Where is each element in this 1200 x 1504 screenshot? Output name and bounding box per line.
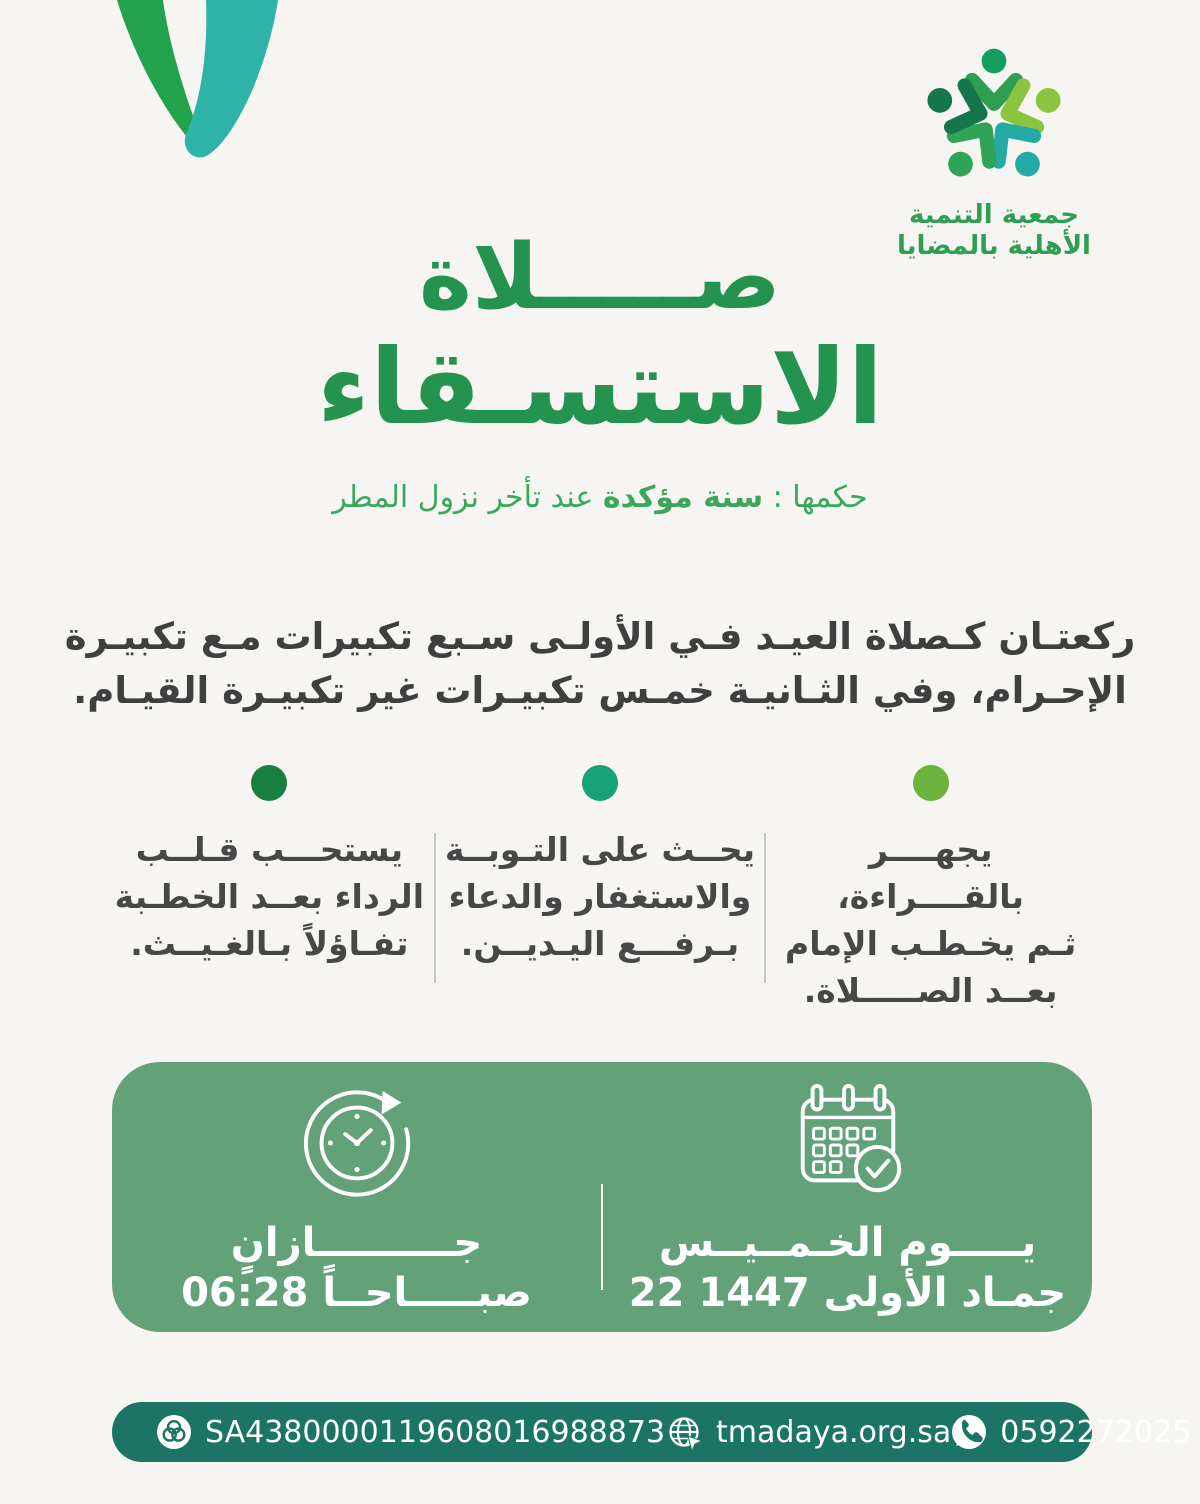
point-text <box>774 827 1087 1014</box>
point-line: بـرفـــع اليـديــن. <box>460 923 740 963</box>
iban-number: SA4380000119608016988873 <box>205 1414 666 1450</box>
point-dot-icon <box>913 765 949 801</box>
ruling-prefix: حكمها : <box>763 480 868 515</box>
trefoil-donation-icon <box>156 1414 192 1450</box>
whatsapp-icon <box>951 1414 987 1450</box>
event-time: 06:28 صبـــــاحــاً <box>181 1270 532 1316</box>
footer-iban <box>156 1414 665 1450</box>
footer-phone <box>951 1414 1191 1450</box>
point-line: بعــد الصـــــلاة. <box>803 970 1058 1010</box>
event-day: يـــــوم الخـمــيــس <box>658 1220 1037 1266</box>
ruling-bold: سنة مؤكدة <box>602 480 764 515</box>
event-date: 22 جمـاد الأولى 1447 <box>628 1270 1067 1316</box>
point-line: يحــث على التـوبــة <box>444 830 756 869</box>
title-word-istisqa: الاستسـقاء <box>316 325 884 448</box>
org-name-line2: الأهلية بالمضايا <box>897 231 1091 262</box>
point-line: والاستغفار والدعاء <box>448 876 752 916</box>
point-repentance-dua <box>436 765 765 1014</box>
description-line1: ركعتـان كـصلاة العيـد فـي الأولـى سـبع تكبيرات مـع تكبيـرة <box>64 615 1136 658</box>
point-line: الرداء بعــد الخطـبة <box>114 876 424 916</box>
title-word-salat: صـــــلاة <box>418 225 782 330</box>
org-name-line1: جمعية التنمية <box>909 200 1079 230</box>
clock-time-icon <box>296 1082 418 1204</box>
org-star-people-icon <box>918 42 1070 194</box>
point-loud-recitation <box>766 765 1095 1014</box>
footer-website <box>665 1413 951 1451</box>
column-divider <box>434 833 436 983</box>
ruling-suffix: عند تأخر نزول المطر <box>332 480 603 515</box>
point-dot-icon <box>582 765 618 801</box>
website-url: tmadaya.org.sa <box>716 1414 952 1450</box>
globe-icon <box>665 1413 703 1451</box>
schedule-box <box>112 1062 1092 1332</box>
point-line: يجهــــر بالقــــراءة، <box>837 830 1025 916</box>
description-line2: الإحـرام، وفي الثـانيـة خمـس تكبيـرات غير تكبيـرة القيـام. <box>73 668 1127 712</box>
footer-bar <box>112 1402 1192 1462</box>
v-brand-mark-icon <box>0 0 400 180</box>
point-text <box>113 827 426 968</box>
schedule-divider <box>601 1184 603 1290</box>
point-dot-icon <box>251 765 287 801</box>
description-paragraph <box>0 610 1200 717</box>
ruling-line <box>0 480 1200 515</box>
event-city: جــــــــــازانٍ <box>230 1220 483 1266</box>
calendar-check-icon <box>787 1082 909 1204</box>
point-line: يستحـــب قـلــب <box>135 830 403 869</box>
schedule-time <box>112 1062 601 1332</box>
schedule-date <box>603 1062 1092 1332</box>
poster-title <box>0 225 1200 448</box>
point-line: تفـاؤلاً بـالغـيــث. <box>130 923 409 963</box>
point-flip-cloak <box>105 765 434 1014</box>
phone-number: 0592272025 <box>1000 1414 1192 1450</box>
point-line: ثـم يخـطـب الإمام <box>785 923 1077 963</box>
column-divider <box>764 833 766 983</box>
point-text <box>444 827 757 968</box>
points-row <box>0 765 1200 1014</box>
